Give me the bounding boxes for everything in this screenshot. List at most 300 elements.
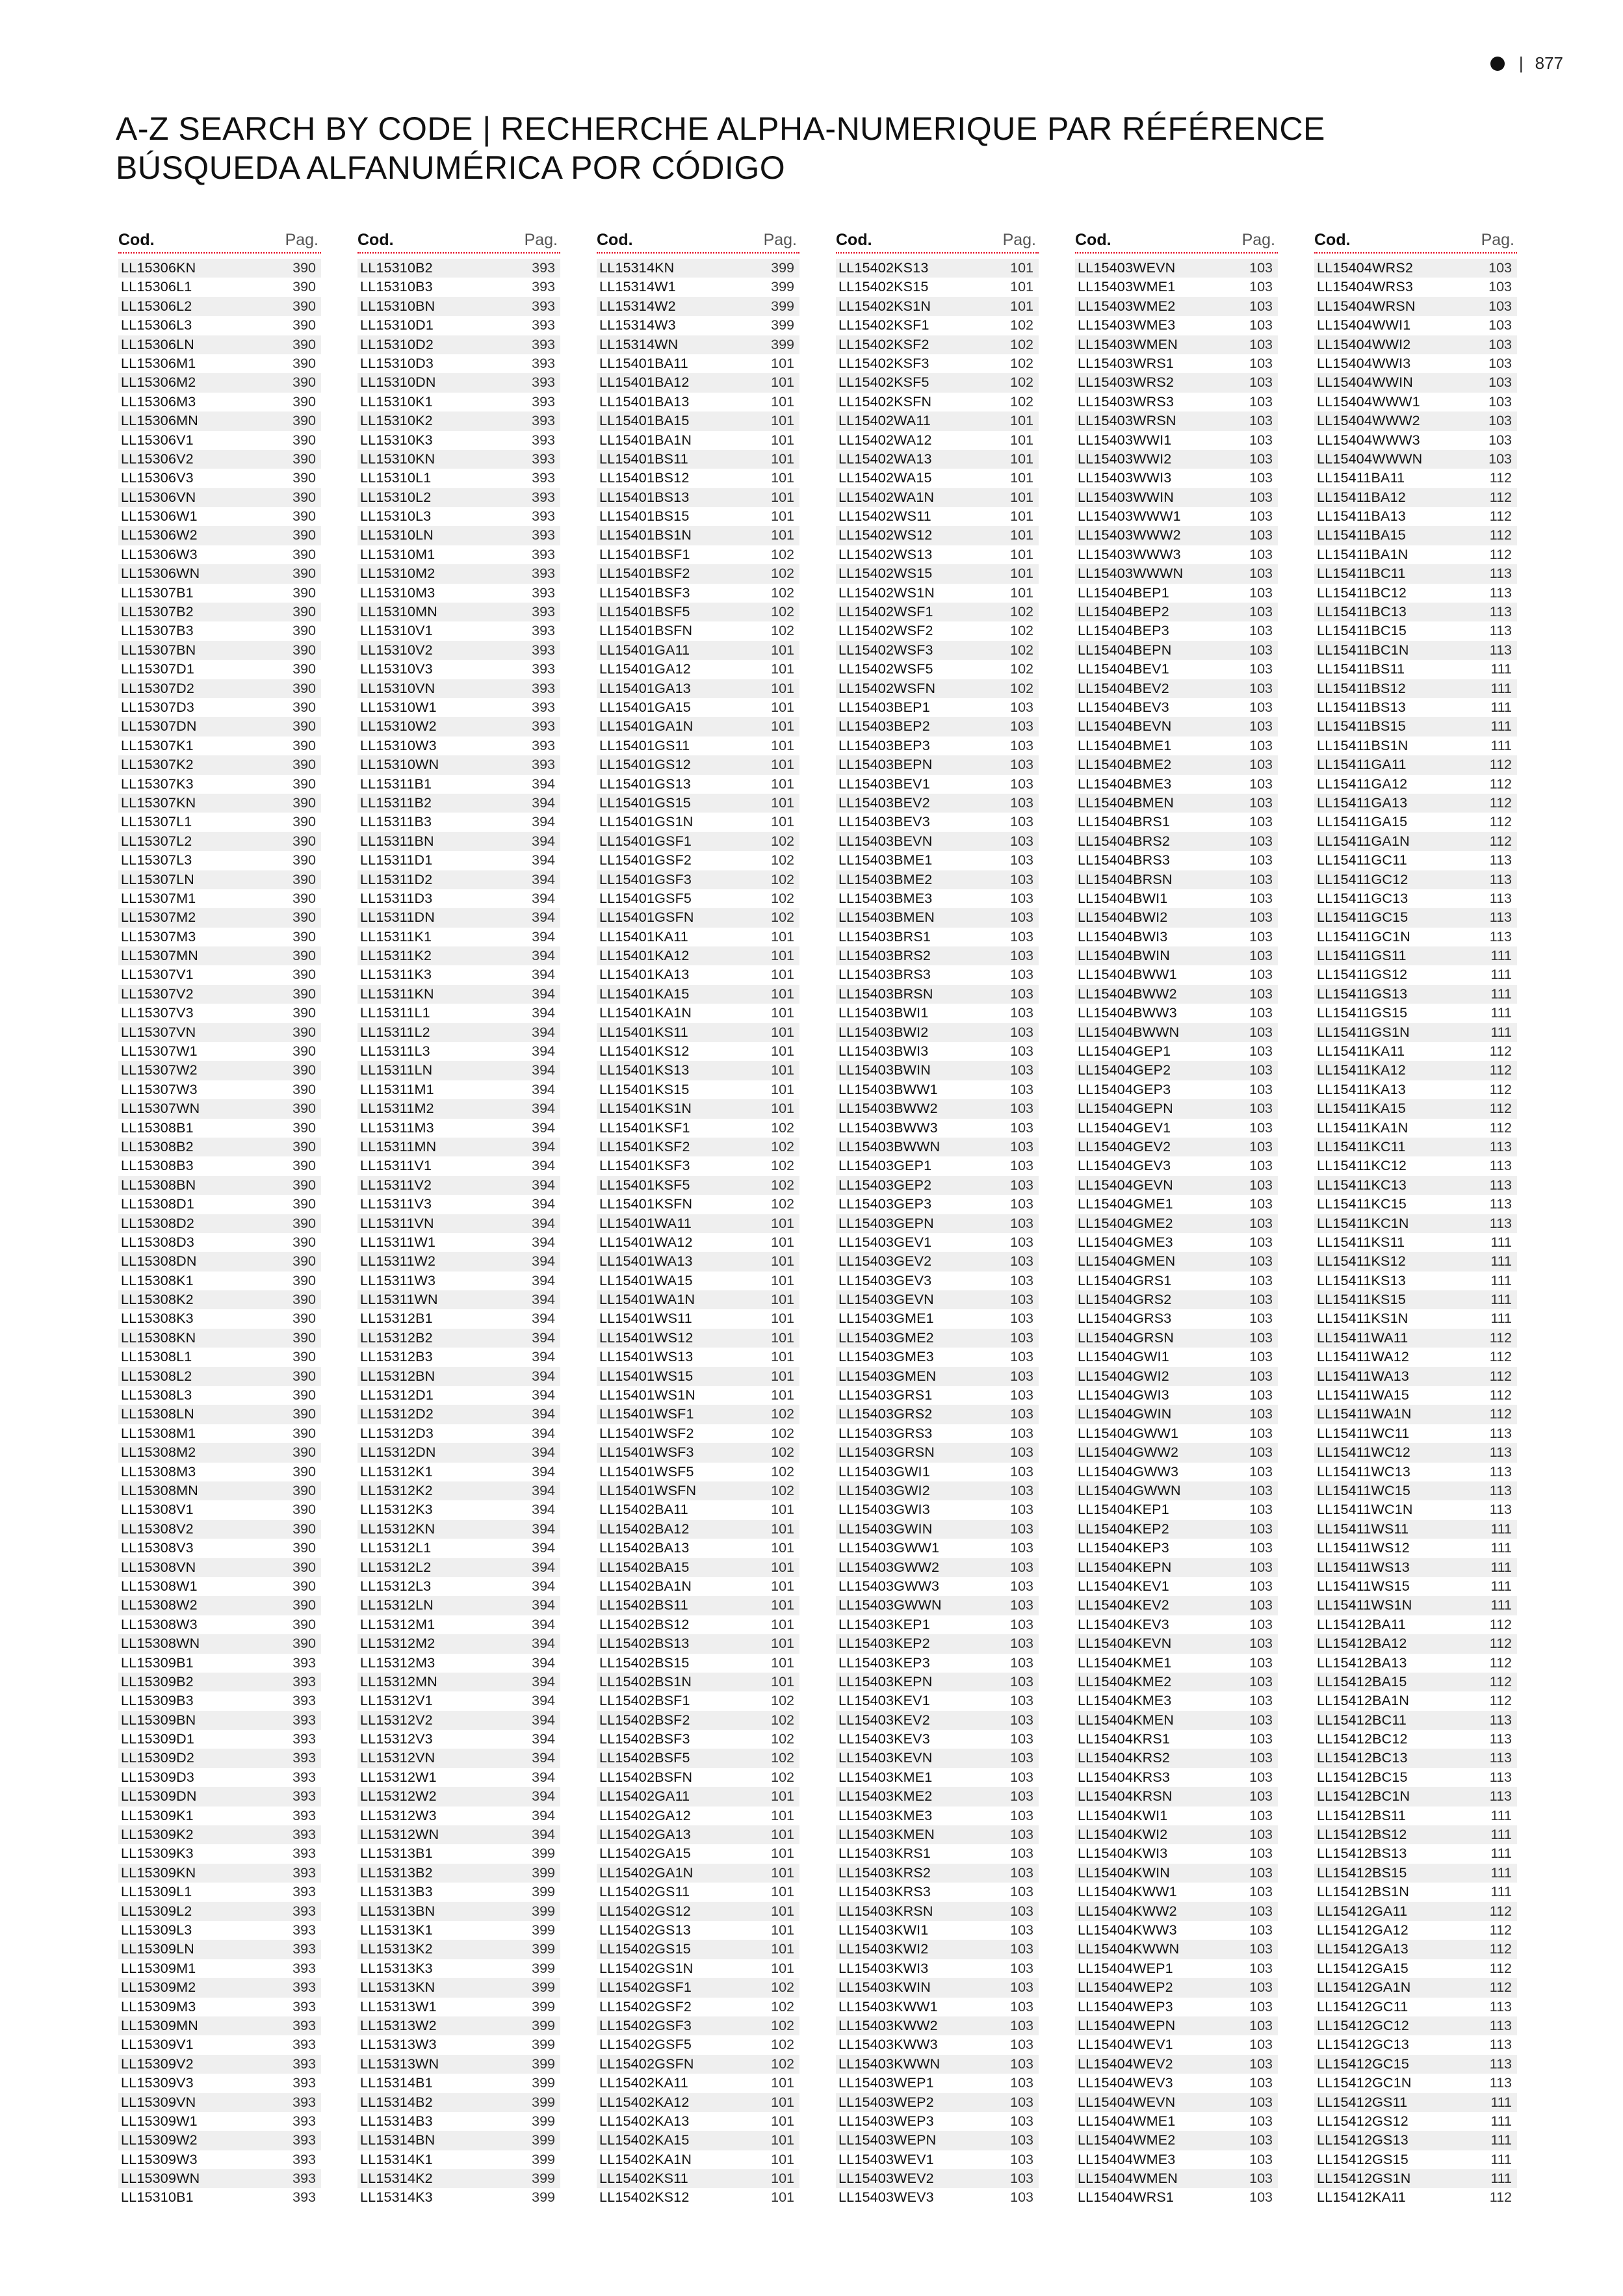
table-row bbox=[118, 431, 321, 450]
product-code: LL15402WA11 bbox=[838, 413, 931, 429]
product-code: LL15403GME1 bbox=[838, 1311, 934, 1327]
product-code: LL15411GC12 bbox=[1317, 871, 1409, 887]
table-row bbox=[597, 794, 799, 813]
product-code: LL15308B1 bbox=[121, 1119, 194, 1136]
page-reference: 390 bbox=[292, 355, 316, 371]
table-row bbox=[118, 2074, 321, 2093]
table-row bbox=[1075, 2035, 1278, 2054]
table-row bbox=[357, 1844, 560, 1863]
table-row bbox=[1314, 1500, 1517, 1519]
table-row bbox=[597, 851, 799, 870]
product-code: LL15411GC13 bbox=[1317, 890, 1409, 906]
product-code: LL15411KA12 bbox=[1317, 1062, 1406, 1078]
product-code: LL15404KEV3 bbox=[1078, 1616, 1169, 1632]
product-code: LL15401GA11 bbox=[599, 642, 690, 658]
page-reference: 393 bbox=[532, 508, 555, 525]
page-reference: 103 bbox=[1010, 1636, 1033, 1652]
page-reference: 112 bbox=[1489, 470, 1512, 486]
product-code: LL15306V3 bbox=[121, 470, 194, 486]
table-row bbox=[597, 1176, 799, 1195]
product-code: LL15404KWIN bbox=[1078, 1864, 1171, 1881]
page-reference: 390 bbox=[292, 1215, 316, 1231]
table-row bbox=[1075, 2074, 1278, 2093]
page-reference: 101 bbox=[771, 2075, 794, 2091]
product-code: LL15314B2 bbox=[360, 2094, 433, 2110]
product-code: LL15309BN bbox=[121, 1712, 196, 1728]
product-code: LL15404GME1 bbox=[1078, 1196, 1173, 1212]
table-row bbox=[1314, 278, 1517, 296]
page-reference: 394 bbox=[532, 1483, 555, 1498]
page-reference: 394 bbox=[532, 890, 555, 906]
page-reference: 101 bbox=[771, 470, 794, 486]
header-page-label: Pag. bbox=[763, 231, 797, 249]
product-code: LL15401WS11 bbox=[599, 1311, 692, 1327]
table-row bbox=[1075, 985, 1278, 1004]
product-code: LL15308W3 bbox=[121, 1616, 198, 1632]
product-code: LL15309B3 bbox=[121, 1693, 194, 1709]
table-row bbox=[118, 2093, 321, 2112]
page-reference: 102 bbox=[771, 890, 794, 906]
table-row bbox=[357, 1061, 560, 1080]
page-reference: 393 bbox=[292, 1807, 316, 1823]
product-code: LL15412BC13 bbox=[1317, 1750, 1408, 1766]
table-row bbox=[1314, 354, 1517, 373]
product-code: LL15308VN bbox=[121, 1559, 196, 1575]
product-code: LL15309W1 bbox=[121, 2113, 198, 2129]
product-code: LL15312D1 bbox=[360, 1387, 434, 1403]
page-reference: 103 bbox=[1010, 1329, 1033, 1346]
table-row bbox=[1075, 813, 1278, 831]
page-reference: 103 bbox=[1249, 279, 1273, 295]
product-code: LL15402GA13 bbox=[599, 1827, 691, 1843]
table-row bbox=[357, 1883, 560, 1901]
product-code: LL15404BEV3 bbox=[1078, 699, 1169, 715]
page-reference: 103 bbox=[1010, 2017, 1033, 2033]
page-reference: 394 bbox=[532, 1387, 555, 1403]
product-code: LL15311VN bbox=[360, 1215, 434, 1231]
product-code: LL15314W3 bbox=[599, 317, 676, 333]
product-code: LL15403BWI2 bbox=[838, 1024, 929, 1040]
product-code: LL15402GSF3 bbox=[599, 2017, 692, 2033]
table-row bbox=[357, 755, 560, 774]
page-reference: 102 bbox=[771, 546, 794, 562]
product-code: LL15311WN bbox=[360, 1292, 438, 1308]
page-reference: 103 bbox=[1010, 1406, 1033, 1422]
table-row bbox=[597, 1654, 799, 1673]
table-row bbox=[597, 2074, 799, 2093]
table-row bbox=[597, 1577, 799, 1596]
table-row bbox=[1075, 1998, 1278, 2016]
page-reference: 103 bbox=[1249, 546, 1273, 562]
table-row bbox=[1314, 1080, 1517, 1099]
page-reference: 113 bbox=[1489, 871, 1512, 887]
table-row bbox=[357, 1309, 560, 1328]
page-reference: 103 bbox=[1249, 1463, 1273, 1480]
product-code: LL15311M3 bbox=[360, 1119, 434, 1136]
table-row bbox=[118, 1654, 321, 1673]
table-row bbox=[357, 775, 560, 794]
page-reference: 103 bbox=[1249, 1483, 1273, 1498]
table-row bbox=[1075, 1825, 1278, 1844]
table-row bbox=[1314, 1405, 1517, 1424]
product-code: LL15404KWI3 bbox=[1078, 1846, 1168, 1862]
page-reference: 390 bbox=[292, 1559, 316, 1575]
product-code: LL15411KC1N bbox=[1317, 1215, 1409, 1231]
page-reference: 112 bbox=[1489, 1960, 1512, 1976]
page-reference: 103 bbox=[1010, 1750, 1033, 1766]
product-code: LL15310M3 bbox=[360, 584, 435, 601]
page-reference: 111 bbox=[1490, 2094, 1512, 2110]
table-row bbox=[357, 1214, 560, 1233]
page-reference: 101 bbox=[771, 1024, 794, 1040]
product-code: LL15309L3 bbox=[121, 1922, 192, 1938]
product-code: LL15404KWW3 bbox=[1078, 1922, 1177, 1938]
page-reference: 393 bbox=[532, 432, 555, 448]
table-row bbox=[597, 2093, 799, 2112]
page-reference: 103 bbox=[1010, 2094, 1033, 2110]
page-reference: 393 bbox=[292, 2189, 316, 2206]
header-page-label: Pag. bbox=[524, 231, 558, 249]
product-code: LL15312L1 bbox=[360, 1540, 432, 1556]
page-reference: 113 bbox=[1489, 1444, 1512, 1461]
table-row bbox=[597, 1768, 799, 1787]
product-code: LL15310L1 bbox=[360, 470, 432, 486]
table-row bbox=[597, 373, 799, 392]
table-row bbox=[357, 259, 560, 278]
product-code: LL15404KEP1 bbox=[1078, 1502, 1169, 1518]
table-row bbox=[118, 411, 321, 430]
table-row bbox=[1075, 1864, 1278, 1883]
product-code: LL15311MN bbox=[360, 1138, 437, 1155]
table-row bbox=[597, 1463, 799, 1481]
page-reference: 390 bbox=[292, 1444, 316, 1461]
table-row bbox=[597, 1500, 799, 1519]
product-code: LL15310VN bbox=[360, 680, 435, 696]
product-code: LL15403BME3 bbox=[838, 890, 933, 906]
page-reference: 393 bbox=[532, 336, 555, 352]
table-row bbox=[1314, 1711, 1517, 1730]
table-row bbox=[118, 564, 321, 583]
product-code: LL15404BME2 bbox=[1078, 757, 1172, 773]
page-reference: 394 bbox=[532, 985, 555, 1002]
table-row bbox=[1075, 1329, 1278, 1348]
page-reference: 101 bbox=[1010, 489, 1033, 505]
page-reference: 112 bbox=[1489, 794, 1512, 811]
bullet-icon bbox=[1490, 57, 1505, 71]
table-row bbox=[597, 1233, 799, 1252]
product-code: LL15404WWI2 bbox=[1317, 336, 1411, 352]
table-row bbox=[1314, 1768, 1517, 1787]
page-reference: 102 bbox=[1010, 355, 1033, 371]
page-reference: 393 bbox=[532, 699, 555, 715]
table-row bbox=[118, 1023, 321, 1042]
product-code: LL15403WRS1 bbox=[1078, 355, 1175, 371]
product-code: LL15404GEPN bbox=[1078, 1101, 1173, 1117]
page-reference: 390 bbox=[292, 1387, 316, 1403]
product-code: LL15313B3 bbox=[360, 1884, 433, 1900]
page-reference: 113 bbox=[1489, 1712, 1512, 1728]
page-reference: 103 bbox=[1249, 1731, 1273, 1747]
table-row bbox=[836, 794, 1039, 813]
page-reference: 390 bbox=[292, 1425, 316, 1441]
page-reference: 390 bbox=[292, 298, 316, 314]
page-reference: 102 bbox=[771, 604, 794, 620]
product-code: LL15411WS12 bbox=[1317, 1540, 1410, 1556]
page-reference: 393 bbox=[532, 757, 555, 773]
page-reference: 103 bbox=[1010, 1578, 1033, 1594]
page-reference: 103 bbox=[1010, 1502, 1033, 1518]
table-row bbox=[597, 755, 799, 774]
table-row bbox=[1314, 1902, 1517, 1921]
product-code: LL15412BA12 bbox=[1317, 1636, 1407, 1652]
table-row bbox=[1075, 2150, 1278, 2169]
table-row bbox=[357, 1367, 560, 1386]
page-reference: 103 bbox=[1010, 776, 1033, 792]
table-row bbox=[357, 1348, 560, 1366]
page-reference: 390 bbox=[292, 1616, 316, 1632]
page-reference: 103 bbox=[1010, 1520, 1033, 1537]
table-row bbox=[836, 889, 1039, 908]
table-row bbox=[1314, 411, 1517, 430]
page-reference: 393 bbox=[532, 489, 555, 505]
product-code: LL15404WEP1 bbox=[1078, 1960, 1173, 1976]
product-code: LL15401KA13 bbox=[599, 967, 690, 983]
table-row bbox=[357, 641, 560, 660]
page-reference: 399 bbox=[771, 298, 794, 314]
product-code: LL15311KN bbox=[360, 985, 434, 1002]
product-code: LL15306L3 bbox=[121, 317, 192, 333]
product-code: LL15306W1 bbox=[121, 508, 198, 525]
product-code: LL15307K1 bbox=[121, 737, 194, 753]
table-row bbox=[1075, 1558, 1278, 1577]
page-reference: 103 bbox=[1249, 1788, 1273, 1805]
page-reference: 101 bbox=[771, 1234, 794, 1250]
table-row bbox=[1075, 1921, 1278, 1940]
product-code: LL15403GEV1 bbox=[838, 1234, 932, 1250]
product-code: LL15404BME3 bbox=[1078, 776, 1172, 792]
page-reference: 103 bbox=[1249, 1807, 1273, 1823]
product-code: LL15402WS15 bbox=[838, 566, 933, 582]
table-row bbox=[1075, 1233, 1278, 1252]
table-row bbox=[836, 278, 1039, 296]
page-reference: 103 bbox=[1010, 699, 1033, 715]
page-reference: 113 bbox=[1489, 1196, 1512, 1212]
page-reference: 101 bbox=[771, 1673, 794, 1689]
page-reference: 390 bbox=[292, 1463, 316, 1480]
page-reference: 101 bbox=[771, 432, 794, 448]
page-reference: 390 bbox=[292, 890, 316, 906]
product-code: LL15403GEV2 bbox=[838, 1253, 932, 1270]
table-row bbox=[1314, 1520, 1517, 1539]
page-reference: 103 bbox=[1249, 470, 1273, 486]
table-row bbox=[836, 965, 1039, 984]
product-code: LL15403KEP2 bbox=[838, 1636, 930, 1652]
table-row bbox=[118, 373, 321, 392]
page-reference: 113 bbox=[1489, 890, 1512, 906]
product-code: LL15404WRS3 bbox=[1317, 279, 1414, 295]
page-reference: 103 bbox=[1249, 985, 1273, 1002]
product-code: LL15403BRS2 bbox=[838, 948, 931, 964]
table-row bbox=[118, 698, 321, 717]
page-reference: 103 bbox=[1249, 871, 1273, 887]
product-code: LL15404WWI3 bbox=[1317, 355, 1411, 371]
page-reference: 103 bbox=[1010, 1425, 1033, 1441]
page-reference: 103 bbox=[1488, 432, 1512, 448]
table-row bbox=[836, 698, 1039, 717]
page-reference: 103 bbox=[1010, 1101, 1033, 1117]
page-reference: 390 bbox=[292, 450, 316, 467]
table-row bbox=[836, 1654, 1039, 1673]
table-row bbox=[1314, 1978, 1517, 1997]
table-row bbox=[836, 1940, 1039, 1959]
product-code: LL15403WRSN bbox=[1078, 413, 1176, 429]
table-row bbox=[357, 1940, 560, 1959]
table-row bbox=[1075, 621, 1278, 640]
product-code: LL15309K2 bbox=[121, 1827, 194, 1843]
page-reference: 394 bbox=[532, 1101, 555, 1117]
page-reference: 103 bbox=[1249, 1750, 1273, 1766]
table-row bbox=[357, 2093, 560, 2112]
page-reference: 103 bbox=[1249, 1158, 1273, 1174]
table-row bbox=[1075, 908, 1278, 927]
page-reference: 102 bbox=[771, 909, 794, 926]
table-row bbox=[597, 545, 799, 564]
page-reference: 103 bbox=[1249, 737, 1273, 753]
table-row bbox=[1075, 755, 1278, 774]
table-row bbox=[118, 928, 321, 946]
page-reference: 101 bbox=[771, 393, 794, 410]
table-row bbox=[1314, 1596, 1517, 1615]
product-code: LL15312B2 bbox=[360, 1329, 433, 1346]
table-row bbox=[836, 908, 1039, 927]
table-row bbox=[357, 297, 560, 316]
table-row bbox=[836, 1539, 1039, 1558]
page-reference: 103 bbox=[1010, 1196, 1033, 1212]
page-reference: 390 bbox=[292, 794, 316, 811]
table-row bbox=[1314, 679, 1517, 698]
product-code: LL15411WS15 bbox=[1317, 1578, 1410, 1594]
page-reference: 101 bbox=[771, 1788, 794, 1805]
product-code: LL15307M2 bbox=[121, 909, 196, 926]
product-code: LL15412BA1N bbox=[1317, 1693, 1410, 1709]
table-row bbox=[597, 1634, 799, 1653]
table-row bbox=[118, 1864, 321, 1883]
table-row bbox=[1314, 1749, 1517, 1768]
product-code: LL15403KWI3 bbox=[838, 1960, 929, 1976]
table-row bbox=[1075, 1577, 1278, 1596]
table-row bbox=[357, 965, 560, 984]
page-reference: 101 bbox=[771, 794, 794, 811]
table-row bbox=[118, 1367, 321, 1386]
table-row bbox=[118, 1348, 321, 1366]
page-reference: 393 bbox=[292, 2037, 316, 2053]
table-row bbox=[357, 1424, 560, 1443]
product-code: LL15411WC15 bbox=[1317, 1483, 1411, 1498]
product-code: LL15307B3 bbox=[121, 623, 194, 639]
product-code: LL15404GEP3 bbox=[1078, 1081, 1171, 1097]
product-code: LL15404WWW3 bbox=[1317, 432, 1420, 448]
page-reference: 111 bbox=[1490, 1292, 1512, 1308]
table-row bbox=[597, 813, 799, 831]
page-reference: 399 bbox=[532, 2189, 555, 2206]
page-reference: 102 bbox=[1010, 374, 1033, 391]
product-code: LL15308V3 bbox=[121, 1540, 194, 1556]
page-reference: 103 bbox=[1010, 833, 1033, 849]
product-code: LL15314W1 bbox=[599, 279, 676, 295]
product-code: LL15403WEV3 bbox=[838, 2189, 934, 2206]
table-row bbox=[118, 297, 321, 316]
page-reference: 103 bbox=[1010, 1731, 1033, 1747]
product-code: LL15402WSF1 bbox=[838, 604, 933, 620]
product-code: LL15401WA15 bbox=[599, 1272, 693, 1288]
table-row bbox=[1075, 603, 1278, 621]
product-code: LL15404GEP2 bbox=[1078, 1062, 1171, 1078]
product-code: LL15403BRS3 bbox=[838, 967, 931, 983]
product-code: LL15402GS12 bbox=[599, 1903, 691, 1919]
table-row bbox=[1314, 469, 1517, 488]
table-row bbox=[118, 1883, 321, 1901]
page-reference: 390 bbox=[292, 623, 316, 639]
page-reference: 101 bbox=[1010, 432, 1033, 448]
page-reference: 101 bbox=[771, 413, 794, 429]
table-row bbox=[1314, 908, 1517, 927]
product-code: LL15403GME2 bbox=[838, 1329, 934, 1346]
product-code: LL15308M2 bbox=[121, 1444, 196, 1461]
product-code: LL15310V3 bbox=[360, 661, 433, 677]
product-code: LL15411WA1N bbox=[1317, 1406, 1412, 1422]
table-row bbox=[1075, 2016, 1278, 2035]
table-row bbox=[118, 985, 321, 1004]
page-reference: 102 bbox=[771, 1712, 794, 1728]
product-code: LL15312B1 bbox=[360, 1311, 433, 1327]
table-row bbox=[1314, 1481, 1517, 1500]
product-code: LL15404WWW1 bbox=[1317, 393, 1420, 410]
product-code: LL15313WN bbox=[360, 2055, 439, 2072]
page-reference: 390 bbox=[292, 1368, 316, 1384]
table-row bbox=[836, 1443, 1039, 1462]
page-reference: 103 bbox=[1010, 2113, 1033, 2129]
page-reference: 101 bbox=[771, 527, 794, 543]
page-reference: 103 bbox=[1249, 508, 1273, 525]
product-code: LL15308K3 bbox=[121, 1311, 194, 1327]
page-reference: 390 bbox=[292, 546, 316, 562]
table-row bbox=[1314, 1042, 1517, 1061]
product-code: LL15309L1 bbox=[121, 1884, 192, 1900]
table-row bbox=[836, 1061, 1039, 1080]
page-reference: 103 bbox=[1249, 2094, 1273, 2110]
page-reference: 103 bbox=[1010, 1349, 1033, 1365]
product-code: LL15306W2 bbox=[121, 527, 198, 543]
page-reference: 103 bbox=[1249, 336, 1273, 352]
page-reference: 393 bbox=[532, 374, 555, 391]
table-row bbox=[597, 1348, 799, 1366]
table-row bbox=[836, 526, 1039, 545]
page-reference: 103 bbox=[1249, 1253, 1273, 1270]
product-code: LL15403KEV2 bbox=[838, 1712, 930, 1728]
page-reference: 390 bbox=[292, 260, 316, 276]
page-reference: 393 bbox=[292, 1731, 316, 1747]
table-row bbox=[357, 354, 560, 373]
page-reference: 101 bbox=[1010, 566, 1033, 582]
page-reference: 103 bbox=[1010, 1234, 1033, 1250]
product-code: LL15308V2 bbox=[121, 1520, 194, 1537]
product-code: LL15402KA11 bbox=[599, 2075, 688, 2091]
product-code: LL15404WWIN bbox=[1317, 374, 1413, 391]
column-header bbox=[118, 228, 321, 254]
table-row bbox=[357, 928, 560, 946]
product-code: LL15307B1 bbox=[121, 584, 194, 601]
page-reference: 103 bbox=[1010, 794, 1033, 811]
